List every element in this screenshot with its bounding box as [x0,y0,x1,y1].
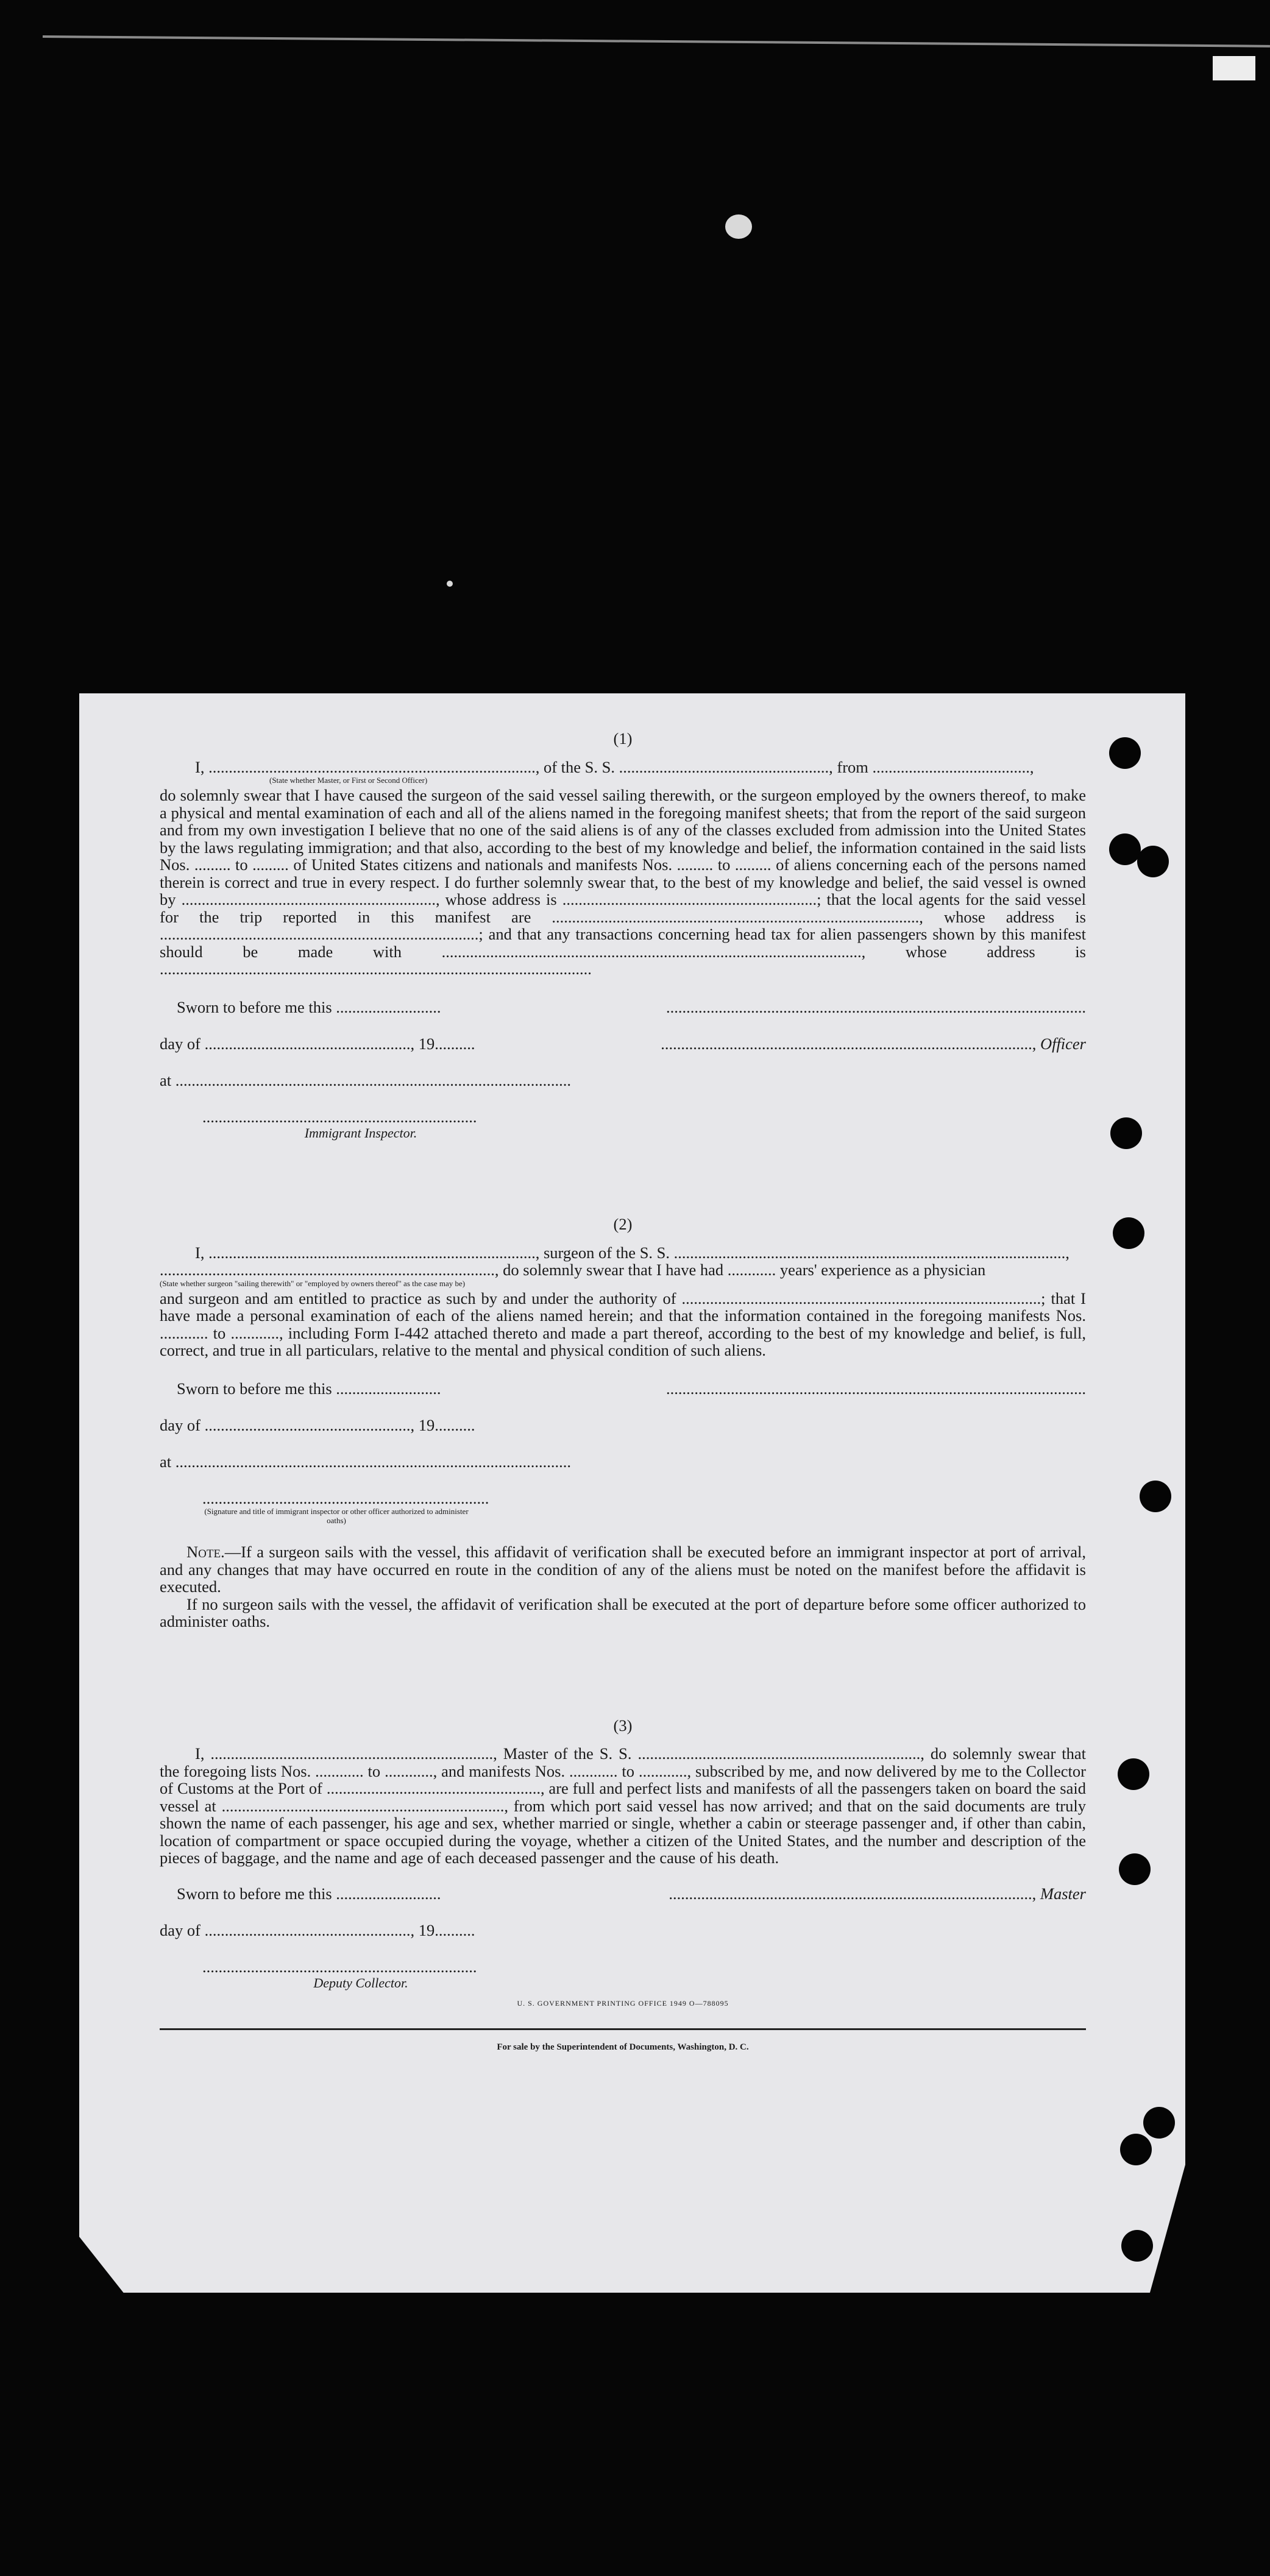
sworn-date-line: Sworn to before me this .......................... [177,997,441,1016]
place-at-line: at .................................................................................................. [160,1452,571,1471]
punch-hole [1143,2107,1175,2139]
surgeon-name-line: I, ................................................................................., surgeon of the S. S. ................................................................................................., [195,1243,1070,1262]
punch-hole [1120,2134,1152,2165]
surgeon-note [160,1543,1086,1630]
section-number: (2) [613,1215,633,1233]
inspector-signature-line: .................................................................... [202,1107,477,1126]
punch-hole [1121,2230,1153,2262]
surgeon-oath-text: and surgeon and am entitled to practice as such by and under the authority of .........................................................................................; that I have made a personal examination of each of the aliens named herein; and that the information contained in the foregoing manifests Nos. ............ to ............, including Form I-442 attached thereto and made a part thereof, according to the best of my knowledge and belief, is full, correct, and true in all particulars, relative to the mental and physical condition of such aliens. [160,1289,1086,1359]
section-number: (3) [613,1716,633,1735]
officer-rank-caption: (State whether Master, or First or Second Officer) [269,776,428,785]
surgeon-status-caption: (State whether surgeon "sailing therewith" or "employed by owners thereof" as the case may be) [160,1278,466,1288]
note-paragraph-1 [160,1543,1086,1596]
officer-signature [659,1035,1086,1072]
administering-officer-caption: (Signature and title of immigrant inspector or other officer authorized to administer oaths) [204,1507,469,1525]
punch-hole [1137,846,1169,877]
sworn-block [160,1885,1086,1992]
note-paragraph-2: If no surgeon sails with the vessel, the affidavit of verification shall be executed at the port of departure before some officer authorized to administer oaths. [160,1594,1086,1630]
administering-officer-line: ....................................................................... [202,1488,489,1507]
master-oath-text: do solemnly swear that I have caused the surgeon of the said vessel sailing therewith, or the surgeon employed by the owners thereof, to make a physical and mental examination of each and all of the aliens named in the foregoing manifest sheets; that from the report of the said surgeon and from my own investigation I believe that no one of the said aliens is of any of the classes excluded from admission into the United States by the laws regulating immigration; and that also, according to the best of my knowledge and belief, the information contained in the said lists Nos. ......... to ......... of United States citizens and nationals and manifests Nos. ......... to ......... of aliens concerning each of the persons named therein is correct and true in every respect. I do further solemnly swear that, to the best of my knowledge and belief, the said vessel is owned by ..............................................................., whose address is ...............................................................; that the local agents for the said vessel for the trip reported in this manifest are ..........................................................................................., whose address is ...............................................................................; and that any transactions concerning head tax for alien passengers shown by this manifest should be made with ........................................................................................................, whose address is ........................................................................................................... [160,786,1086,978]
section-number: (1) [613,729,633,748]
printing-office-imprint: U. S. GOVERNMENT PRINTING OFFICE 1949 O—788095 [517,1999,729,2008]
scan-edge-tab [1213,56,1255,80]
master-name-line: I, ................................................................................., of the S. S. ...................................................., from ......................................., [195,757,1034,776]
administering-officer-signature [202,1488,489,1526]
day-of-line: day of ..................................................., 19.......... [160,1415,475,1434]
punch-hole [1110,1117,1142,1149]
scan-dust-speck [447,581,453,587]
master-signature [659,1885,1086,1922]
sworn-date-line: Sworn to before me this .......................... [177,1379,441,1398]
officer-signature-line: ............................................................................................, [661,1034,1040,1053]
inspector-caption: Immigrant Inspector. [304,1125,417,1141]
punch-hole [1113,1217,1144,1249]
scan-edge-rule [43,35,1270,48]
punch-hole [1109,833,1141,865]
punch-hole [1119,1853,1151,1885]
section-1-master-oath [160,730,1086,1141]
collector-caption: Deputy Collector. [313,1975,408,1990]
surgeon-status-line: ..................................................................................., do solemnly swear that I have had ............ years' experience as a physician [160,1261,986,1279]
sworn-date-line: Sworn to before me this .......................... [177,1884,441,1903]
surgeon-signature-line: ........................................................................................................ [666,1379,1086,1398]
sworn-block [160,1380,1086,1526]
sworn-block [160,999,1086,1142]
section-2-surgeon-oath [160,1215,1086,1630]
punch-hole [1109,737,1141,769]
day-of-line: day of ..................................................., 19.......... [160,1920,475,1939]
inspector-signature [202,1107,477,1142]
scan-dust-spot [725,214,752,239]
collector-signature [202,1957,477,1992]
arrival-oath-text: I, ......................................................................, Master of the S. S. ......................................................................, do solemnly swear that the foregoing lists Nos. ............ to ............, and manifests Nos. ............ to ............, subscribed by me, and now delivered by me to the Collector of Customs at the Port of ....................................................., are full and perfect lists and manifests of all the passengers taken on board the said vessel at ......................................................................, from which port said vessel has now arrived; and that on the said documents are truly shown the name of each passenger, his age and sex, whether married or single, whether a cabin or steerage passenger and, if other than cabin, location of compartment or space occupied during the voyage, whether a citizen of the United States, and the number and description of the pieces of baggage, and the name and age of each deceased passenger and the cause of his death. [160,1744,1086,1867]
punch-hole [1118,1758,1149,1790]
master-signature-line: .........................................................................................., [669,1884,1040,1903]
note-text-1: —If a surgeon sails with the vessel, this affidavit of verification shall be executed before an immigrant inspector at port of arrival, and any changes that may have occurred en route in the condition of any of the aliens must be noted on the manifest before the affidavit is executed. [160,1543,1086,1596]
footer-divider [160,2028,1086,2030]
officer-label: Officer [1040,1034,1086,1053]
signature-line: ........................................................................................................ [666,997,1086,1016]
manifest-oath-form [160,730,1086,2056]
note-label: Note. [186,1543,225,1561]
place-at-line: at .................................................................................................. [160,1070,571,1089]
section-3-master-arrival-oath [160,1717,1086,2012]
punch-hole [1140,1481,1171,1512]
master-label: Master [1040,1884,1086,1903]
day-of-line: day of ..................................................., 19.......... [160,1034,475,1053]
collector-signature-line: .................................................................... [202,1957,477,1976]
sale-notice: For sale by the Superintendent of Documents, Washington, D. C. [497,2042,749,2052]
